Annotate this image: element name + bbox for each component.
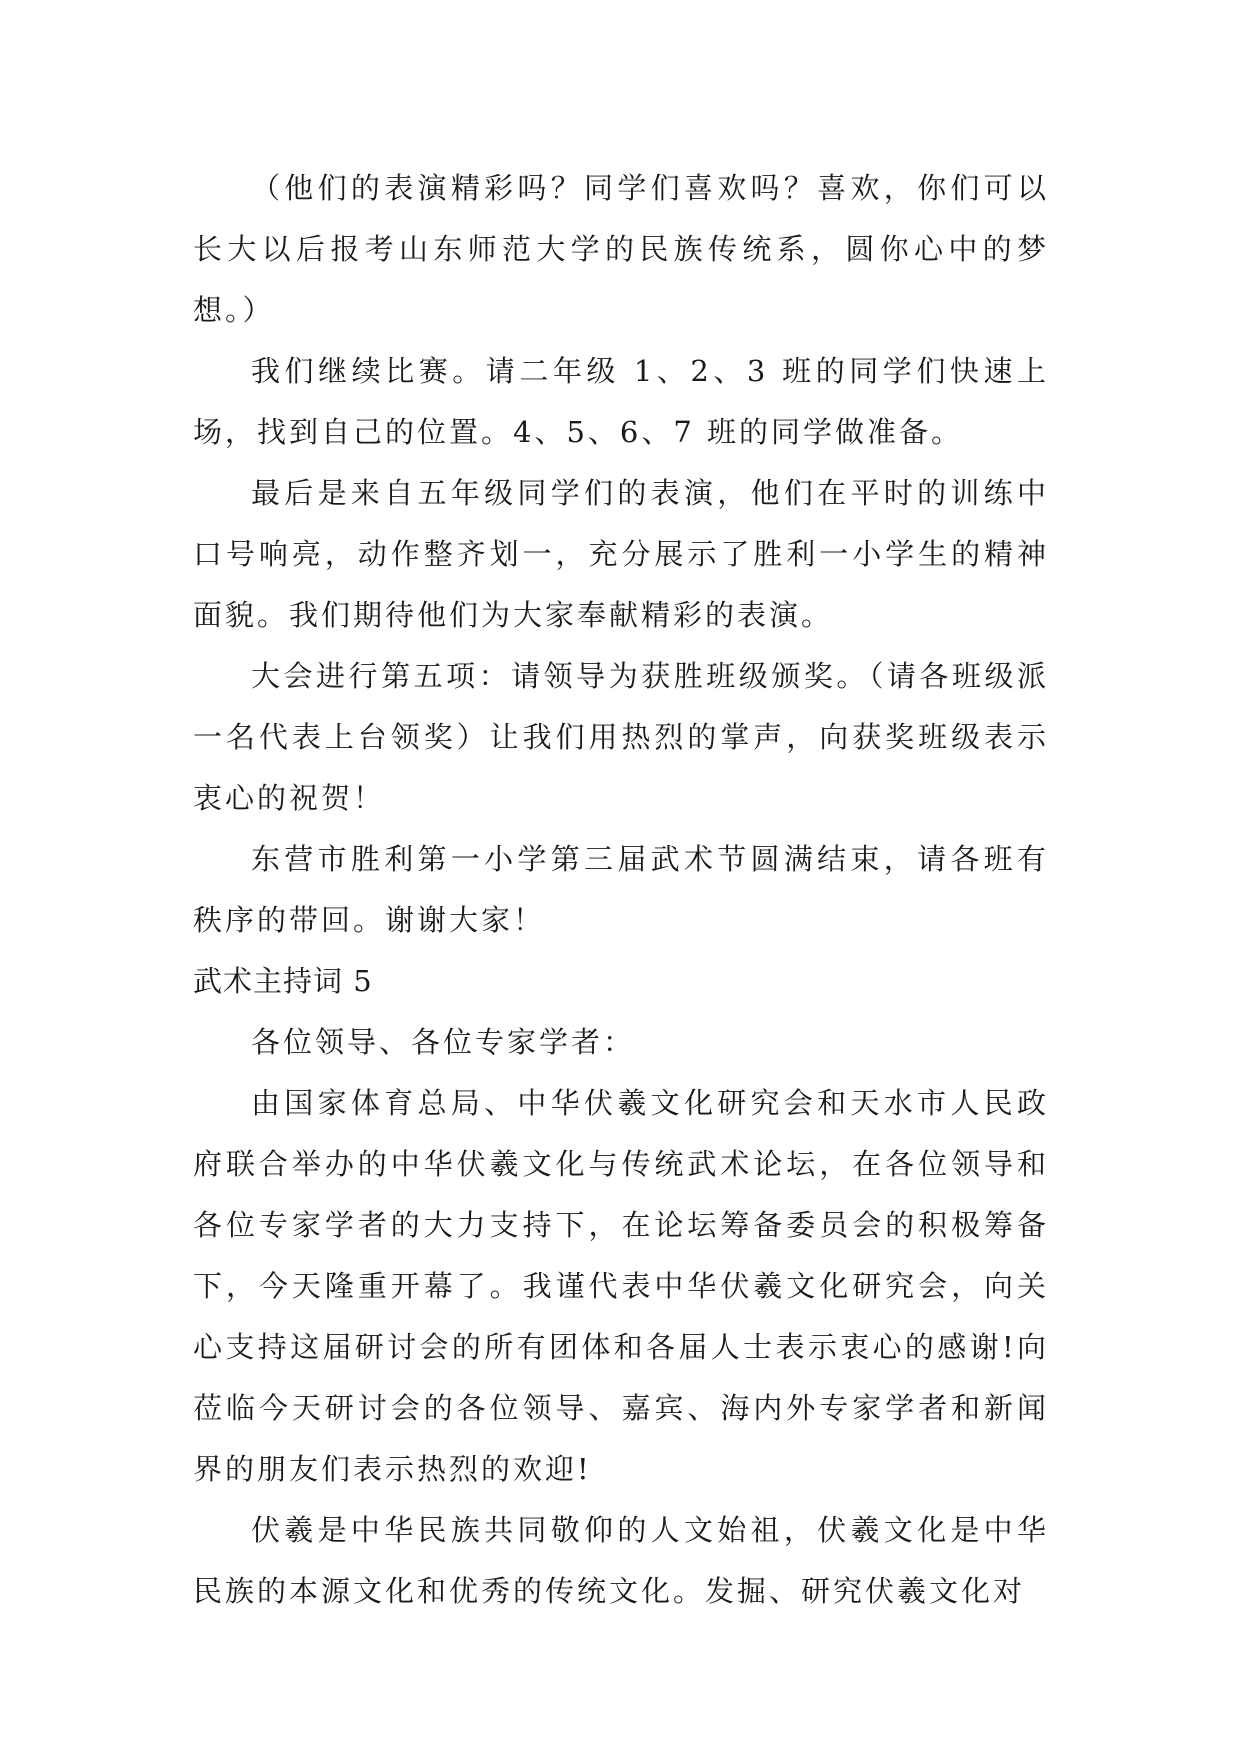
paragraph: 东营市胜利第一小学第三届武术节圆满结束，请各班有秩序的带回。谢谢大家！ <box>193 842 1049 937</box>
document-page <box>193 158 1049 1622</box>
paragraph: （他们的表演精彩吗？同学们喜欢吗？喜欢，你们可以长大以后报考山东师范大学的民族传统系，圆你心中的梦想。） <box>193 171 1049 327</box>
paragraph: 大会进行第五项：请领导为获胜班级颁奖。（请各班级派一名代表上台领奖）让我们用热烈的掌声，向获奖班级表示衷心的祝贺！ <box>193 659 1049 815</box>
salutation: 各位领导、各位专家学者： <box>251 1025 636 1059</box>
paragraph: 由国家体育总局、中华伏羲文化研究会和天水市人民政府联合举办的中华伏羲文化与传统武术论坛，在各位领导和各位专家学者的大力支持下，在论坛筹备委员会的积极筹备下，今天隆重开幕了。我谨代表中华伏羲文化研究会，向关心支持这届研讨会的所有团体和各届人士表示衷心的感谢!向莅临今天研讨会的各位领导、嘉宾、海内外专家学者和新闻界的朋友们表示热烈的欢迎! <box>193 1086 1049 1486</box>
paragraph: 最后是来自五年级同学们的表演，他们在平时的训练中口号响亮，动作整齐划一，充分展示了胜利一小学生的精神面貌。我们期待他们为大家奉献精彩的表演。 <box>193 476 1049 632</box>
paragraph: 我们继续比赛。请二年级 1、2、3 班的同学们快速上场，找到自己的位置。4、5、6、7 班的同学做准备。 <box>193 354 1049 449</box>
section-heading: 武术主持词 5 <box>193 964 373 998</box>
paragraph: 伏羲是中华民族共同敬仰的人文始祖，伏羲文化是中华民族的本源文化和优秀的传统文化。发掘、研究伏羲文化对 <box>193 1513 1049 1608</box>
